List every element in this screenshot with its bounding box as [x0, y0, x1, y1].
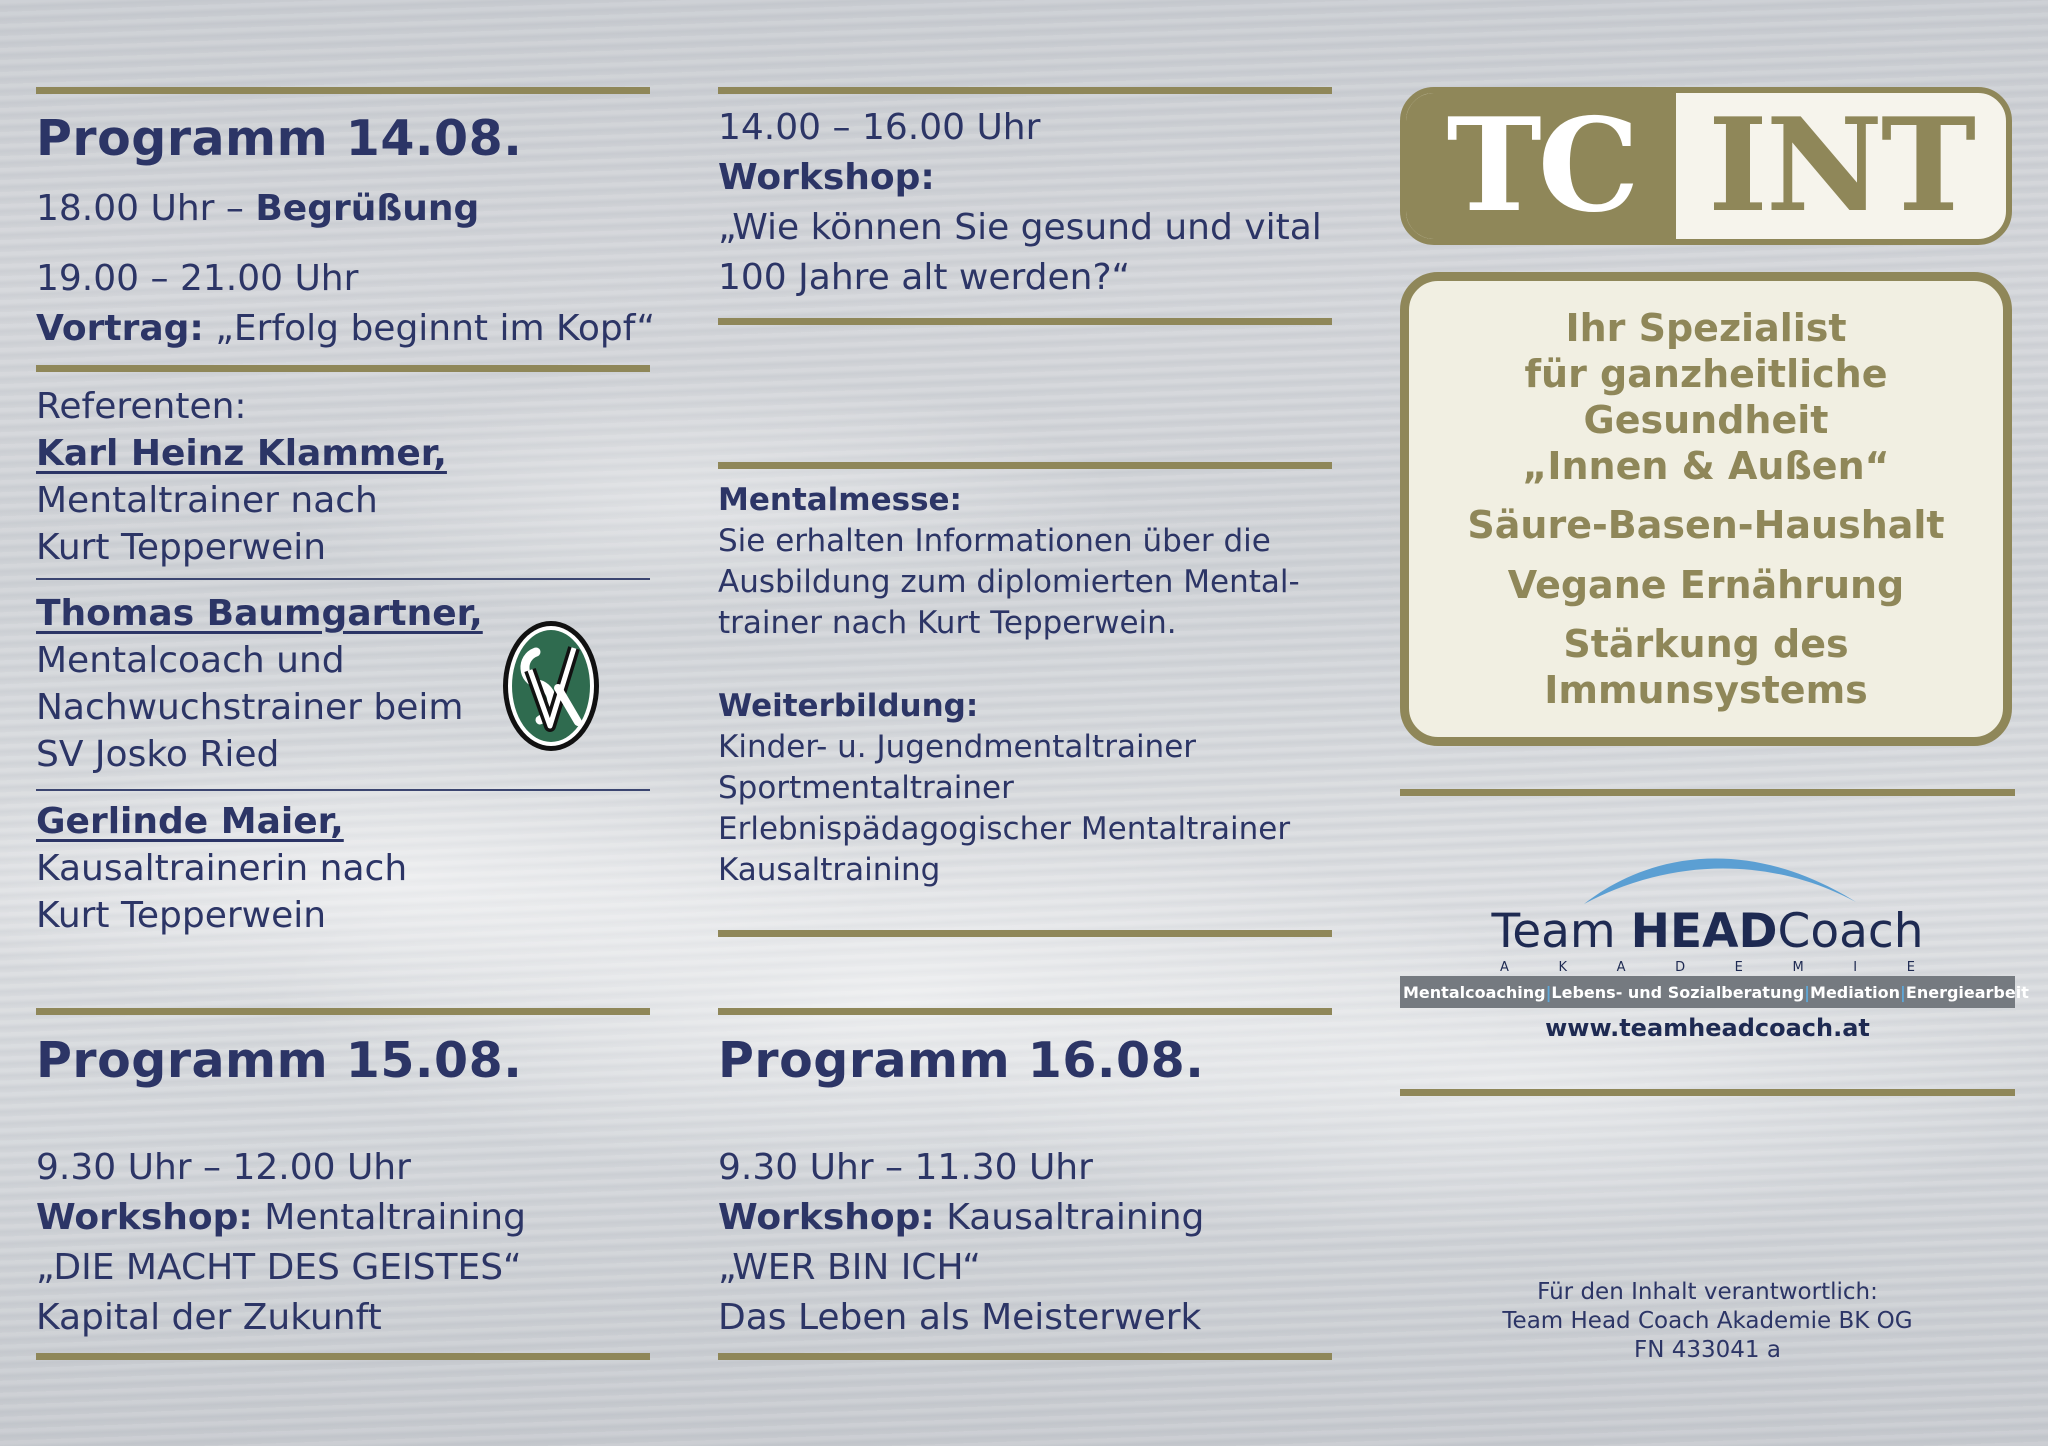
referenten-label: Referenten:	[36, 386, 247, 427]
bottom-rule-col2	[718, 1353, 1332, 1360]
brand-akademie	[1500, 960, 1915, 975]
mentalmesse-label: Mentalmesse:	[718, 482, 962, 518]
speaker-1-line-1: Mentaltrainer nach	[36, 480, 378, 521]
workshop-14-label: Workshop:	[718, 157, 935, 198]
divider-speaker-2	[36, 789, 650, 791]
program-15-workshop-label: Workshop:	[36, 1197, 253, 1238]
speaker-2	[36, 590, 483, 778]
service-separator: |	[1545, 982, 1552, 1002]
service-separator: |	[1900, 982, 1906, 1002]
talk-title: „Erfolg beginnt im Kopf“	[203, 308, 656, 349]
service-mediation: Mediation	[1810, 982, 1901, 1002]
weiterbildung-line-2: Sportmentaltrainer	[718, 770, 1014, 806]
speaker-2-line-3: SV Josko Ried	[36, 734, 280, 775]
brand-team: Team	[1491, 904, 1631, 959]
welcome-time: 18.00 Uhr –	[36, 188, 256, 229]
rule-before-prog15	[36, 1008, 650, 1015]
weiterbildung-block	[718, 686, 1290, 891]
brand-name	[1400, 904, 2015, 959]
imprint	[1400, 1278, 2015, 1365]
service-separator: |	[1804, 982, 1811, 1002]
workshop-14-question-1: „Wie können Sie gesund und vital	[718, 207, 1322, 248]
rule-before-messe	[718, 462, 1332, 469]
spec-line-2: für ganzheitliche	[1524, 352, 1888, 396]
speaker-3-line-2: Kurt Tepperwein	[36, 895, 327, 936]
speaker-1-line-2: Kurt Tepperwein	[36, 527, 327, 568]
rule-after-talk	[36, 365, 650, 372]
top-rule-col2	[718, 87, 1332, 94]
program-16-workshop	[718, 1193, 1204, 1243]
specialist-box	[1400, 272, 2012, 746]
sv-ried-crest-icon	[500, 618, 602, 754]
swoosh-icon	[1580, 842, 1860, 912]
imprint-line-2: Team Head Coach Akademie BK OG	[1502, 1308, 1913, 1334]
program-15-details	[36, 1143, 526, 1343]
rule-after-weiterbildung	[718, 930, 1332, 937]
program-16-details	[718, 1143, 1204, 1343]
talk-time: 19.00 – 21.00 Uhr	[36, 258, 359, 299]
akademie-letter: I	[1853, 960, 1858, 975]
services-bar	[1400, 976, 2029, 1008]
spec-item-1: Säure-Basen-Haushalt	[1467, 503, 1945, 547]
bottom-rule-col1	[36, 1353, 650, 1360]
divider-speaker-1	[36, 578, 650, 580]
spec-item-3-line-1: Stärkung des	[1563, 622, 1849, 666]
weiterbildung-line-1: Kinder- u. Jugendmentaltrainer	[718, 729, 1197, 765]
program-16-workshop-label: Workshop:	[718, 1197, 935, 1238]
mentalmesse-line-2: Ausbildung zum diplomierten Mental-	[718, 564, 1300, 600]
akademie-letter: D	[1675, 960, 1686, 975]
program-15-topic: Mentaltraining	[252, 1197, 526, 1238]
program-16-quote: „WER BIN ICH“	[718, 1247, 981, 1288]
brand-coach: Coach	[1777, 904, 1924, 959]
speaker-3	[36, 798, 407, 939]
service-mentalcoaching: Mentalcoaching	[1403, 982, 1546, 1002]
speaker-2-line-1: Mentalcoach und	[36, 640, 345, 681]
rule-before-prog16	[718, 1008, 1332, 1015]
akademie-letter: M	[1792, 960, 1804, 975]
website-link[interactable]: www.teamheadcoach.at	[1545, 1014, 1870, 1042]
spec-item-3-line-2: Immunsystems	[1544, 668, 1868, 712]
program-15-sub: Kapital der Zukunft	[36, 1297, 382, 1338]
weiterbildung-line-4: Kausaltraining	[718, 852, 941, 888]
program-15-quote: „DIE MACHT DES GEISTES“	[36, 1247, 522, 1288]
rule-above-brand	[1400, 789, 2015, 796]
team-head-coach-logo	[1400, 842, 2029, 1052]
tc-int-logo-left: TC	[1406, 93, 1676, 239]
speaker-3-name: Gerlinde Maier,	[36, 801, 344, 842]
welcome-line	[36, 184, 479, 234]
spec-line-1: Ihr Spezialist	[1565, 306, 1847, 350]
tc-int-logo-right: INT	[1707, 91, 1975, 241]
imprint-line-3: FN 433041 a	[1634, 1337, 1781, 1363]
speaker-1-name: Karl Heinz Klammer,	[36, 433, 447, 474]
program-15-title: Programm 15.08.	[36, 1032, 523, 1089]
speaker-1	[36, 430, 447, 571]
top-rule-col1	[36, 87, 650, 94]
spec-line-3: Gesundheit	[1583, 398, 1829, 442]
program-15-workshop	[36, 1193, 526, 1243]
welcome-label: Begrüßung	[255, 188, 480, 229]
spec-line-4: „Innen & Außen“	[1522, 444, 1890, 488]
program-16-topic: Kausaltraining	[934, 1197, 1205, 1238]
weiterbildung-label: Weiterbildung:	[718, 688, 979, 724]
program-16-time: 9.30 Uhr – 11.30 Uhr	[718, 1147, 1093, 1188]
speaker-3-line-1: Kausaltrainerin nach	[36, 848, 408, 889]
speaker-2-line-2: Nachwuchstrainer beim	[36, 687, 464, 728]
program-14-title: Programm 14.08.	[36, 110, 523, 167]
service-lebensberatung: Lebens- und Sozialberatung	[1551, 982, 1805, 1002]
akademie-letter: E	[1906, 960, 1915, 975]
program-15-time: 9.30 Uhr – 12.00 Uhr	[36, 1147, 411, 1188]
spec-item-2: Vegane Ernährung	[1507, 563, 1905, 607]
talk-label: Vortrag:	[36, 308, 204, 349]
rule-after-workshop	[718, 318, 1332, 325]
akademie-letter: K	[1558, 960, 1568, 975]
service-energiearbeit: Energiearbeit	[1905, 982, 2029, 1002]
program-16-sub: Das Leben als Meisterwerk	[718, 1297, 1202, 1338]
tc-int-logo	[1400, 87, 2012, 245]
weiterbildung-line-3: Erlebnispädagogischer Mentaltrainer	[718, 811, 1291, 847]
mentalmesse-line-3: trainer nach Kurt Tepperwein.	[718, 605, 1177, 641]
akademie-letter: E	[1734, 960, 1743, 975]
akademie-letter: A	[1616, 960, 1626, 975]
workshop-14-question-2: 100 Jahre alt werden?“	[718, 257, 1131, 298]
speaker-2-name: Thomas Baumgartner,	[36, 593, 483, 634]
brand-head: HEAD	[1630, 904, 1778, 959]
mentalmesse-block	[718, 480, 1300, 644]
talk-line	[36, 304, 655, 354]
akademie-letter: A	[1500, 960, 1509, 975]
program-16-title: Programm 16.08.	[718, 1032, 1205, 1089]
workshop-14-details	[718, 103, 1322, 303]
workshop-14-time: 14.00 – 16.00 Uhr	[718, 107, 1041, 148]
imprint-line-1: Für den Inhalt verantwortlich:	[1537, 1279, 1878, 1305]
mentalmesse-line-1: Sie erhalten Informationen über die	[718, 523, 1271, 559]
rule-below-brand	[1400, 1089, 2015, 1096]
